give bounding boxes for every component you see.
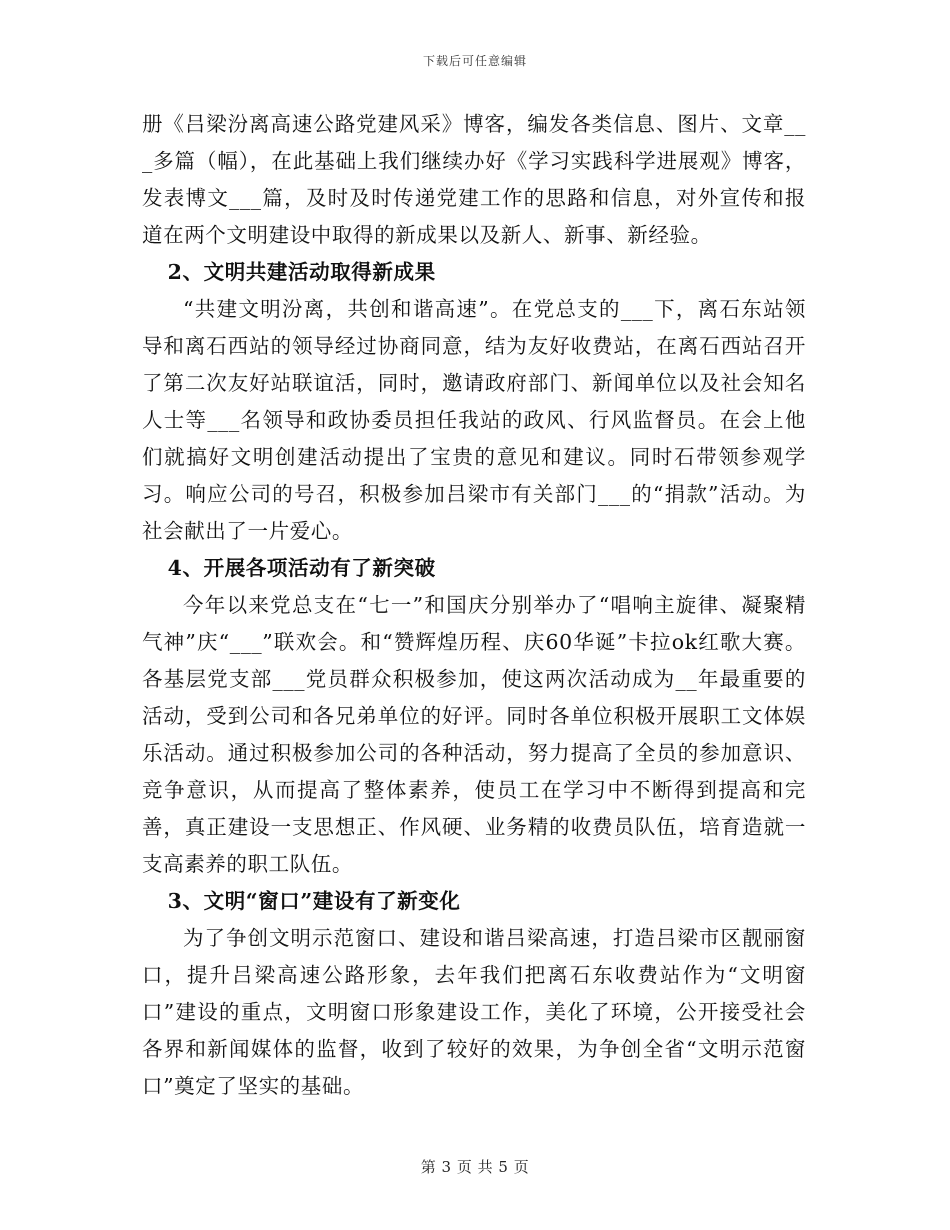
- section-heading-2: 2、文明共建活动取得新成果: [167, 260, 436, 284]
- section-heading-4: 4、开展各项活动有了新突破: [167, 556, 436, 580]
- section-heading-3: 3、文明“窗口”建设有了新变化: [167, 889, 461, 913]
- document-body: [142, 106, 806, 1105]
- paragraph-activities: 今年以来党总支在“七一”和国庆分别举办了“唱响主旋律、凝聚精气神”庆“___”联欢会。和“赞辉煌历程、庆60华诞”卡拉ok红歌大赛。各基层党支部___党员群众积极参加，使这两次活动成为__年最重要的活动，受到公司和各兄弟单位的好评。同时各单位积极开展职工文体娱乐活动。通过积极参加公司的各种活动，努力提高了全员的参加意识、竞争意识，从而提高了整体素养，使员工在学习中不断得到提高和完善，真正建设一支思想正、作风硬、业务精的收费员队伍，培育造就一支高素养的职工队伍。: [142, 593, 806, 876]
- page-footer: 第 3 页 共 5 页: [420, 1158, 530, 1176]
- paragraph-window: 为了争创文明示范窗口、建设和谐吕梁高速，打造吕梁市区靓丽窗口，提升吕梁高速公路形象，去年我们把离石东收费站作为“文明窗口”建设的重点，文明窗口形象建设工作，美化了环境，公开接受社会各界和新闻媒体的监督，收到了较好的效果，为争创全省“文明示范窗口”奠定了坚实的基础。: [142, 926, 806, 1098]
- paragraph-co-construction: “共建文明汾离，共创和谐高速”。在党总支的___下，离石东站领导和离石西站的领导经过协商同意，结为友好收费站，在离石西站召开了第二次友好站联谊活，同时，邀请政府部门、新闻单位以及社会知名人士等___名领导和政协委员担任我站的政风、行风监督员。在会上他们就搞好文明创建活动提出了宝贵的意见和建议。同时石带领参观学习。响应公司的号召，积极参加吕梁市有关部门___的“捐款”活动。为社会献出了一片爱心。: [142, 297, 806, 543]
- page-header: 下载后可任意编辑: [422, 54, 527, 68]
- paragraph-blog: 册《吕梁汾离高速公路党建风采》博客，编发各类信息、图片、文章___多篇（幅），在此基础上我们继续办好《学习实践科学进展观》博客，发表博文___篇，及时及时传递党建工作的思路和信息，对外宣传和报道在两个文明建设中取得的新成果以及新人、新事、新经验。: [142, 112, 806, 247]
